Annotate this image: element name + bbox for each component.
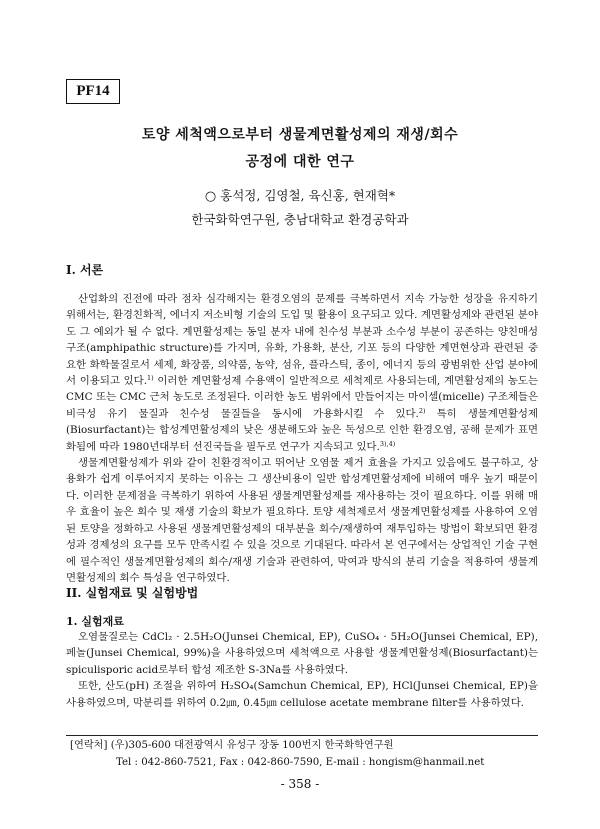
citation-ref: 1): [147, 374, 154, 383]
presenter-mark: ○: [204, 189, 217, 204]
subsection-heading-materials: 1. 실험재료: [66, 615, 124, 628]
intro-text-a: 산업화의 진전에 따라 점차 심각해지는 환경오염의 문제를 극복하면서 지속 가능한 성장을 유지하기 위해서는, 환경친화적, 에너지 저소비형 기술의 도입 및 활용이 요구되고 있다. 계면활성제와 관련된 분야도 그 예외가 될 수 없다. 계면활성제는 동일 분자 내에 친수성 부분과 소수성 부분이 공존하는 양친매성 구조(amphipathic structure)를 가지며, 유화, 가용화, 분산, 기포 등의 다양한 계면현상과 관련된 중요한 화학물질로서 세제, 화장품, 의약품, 농약, 섬유, 플라스틱, 종이, 에너지 등의 광범위한 산업 분야에서 이용되고 있다.: [66, 293, 538, 388]
title-line-2: 공정에 대한 연구: [245, 154, 355, 170]
contact-phone-email: Tel : 042-860-7521, Fax : 042-860-7590, E-mail : hongism@hanmail.net: [116, 757, 485, 768]
intro-paragraph-1: [66, 291, 538, 455]
intro-text-c: 특히 생물계면활성제(Biosurfactant)는 합성계면활성제의 낮은 생분해도와 높은 독성으로 인한 환경오염, 공해 문제가 표면화됨에 따라 1980년대부터 선진국들을 필두로 연구가 지속되고 있다.: [66, 407, 538, 453]
title-line-1: 토양 세척액으로부터 생물계면활성제의 재생/회수: [141, 127, 459, 143]
page-number: - 358 -: [280, 777, 320, 791]
section-heading-introduction: I. 서론: [66, 263, 104, 277]
authors: [40, 186, 560, 204]
contact-address: [연락처] (우)305-600 대전광역시 유성구 장동 100번지 한국화학연구원: [70, 740, 394, 751]
footnote-divider: [66, 735, 538, 736]
author-names: 홍석정, 김영철, 육신홍, 현재혁*: [220, 188, 396, 203]
citation-ref: 2): [418, 406, 426, 415]
session-tag: PF14: [66, 79, 120, 104]
materials-body: [66, 629, 538, 711]
citation-ref: 3),4): [379, 439, 396, 448]
affiliation: 한국화학연구원, 충남대학교 환경공학과: [191, 212, 409, 227]
intro-paragraph-2: 생물계면활성제가 위와 같이 친환경적이고 뛰어난 오염물 제거 효율을 가지고 있음에도 불구하고, 상용화가 쉽게 이루어지지 못하는 이유는 그 생산비용이 일반 합성계면활성제에 비해여 매우 높기 때문이다. 이러한 문제점을 극복하기 위하여 사용된 생물계면활성제를 재사용하는 것이 필요하다. 이를 위해 매우 효율이 높은 회수 및 재생 기술의 확보가 필요하다. 토양 세척제로서 생물계면활성제를 사용하여 오염된 토양을 정화하고 사용된 생물계면활성제의 대부분을 회수/재생하여 재투입하는 방법이 확보되면 환경성과 경제성의 요구를 모두 만족시킬 수 있을 것으로 기대된다. 따라서 본 연구에서는 상업적인 기술 구현에 필수적인 생물계면활성제의 회수/재생 기술과 관련하여, 막여과 방식의 분리 기술을 적용하여 생물계면활성제의 회수 특성을 연구하였다.: [66, 457, 538, 584]
materials-paragraph-2: 또한, 산도(pH) 조절을 위하여 H₂SO₄(Samchun Chemical, EP), HCl(Junsei Chemical, EP)을 사용하였으며, 막분리를 위하여 0.2㎛, 0.45㎛ cellulose acetate membrane filter를 사용하였다.: [66, 680, 538, 709]
section-heading-materials-methods: II. 실험재료 및 실험방법: [66, 586, 199, 600]
contact-footnote: [70, 737, 484, 771]
introduction-body: [66, 291, 538, 586]
materials-paragraph-1: 오염물질로는 CdCl₂ · 2.5H₂O(Junsei Chemical, EP), CuSO₄ · 5H₂O(Junsei Chemical, EP), 페놀(Junsei Chemical, 99%)을 사용하였으며 세척액으로 사용할 생물계면활성제(Biosurfactant)는 spiculisporic acid로부터 합성 제조한 S-3Na를 사용하였다.: [66, 631, 538, 676]
intro-text-b: 이러한 계면활성제 수용액이 일반적으로 세척제로 사용되는데, 계면활성제의 농도는 CMC 또는 CMC 근처 농도로 조정된다. 이러한 농도 범위에서 만들어지는 마이셀(micelle) 구조체들은 비극성 유기 물질과 친수성 물질들을 동시에 가용화시킬 수 있다.: [66, 375, 539, 420]
